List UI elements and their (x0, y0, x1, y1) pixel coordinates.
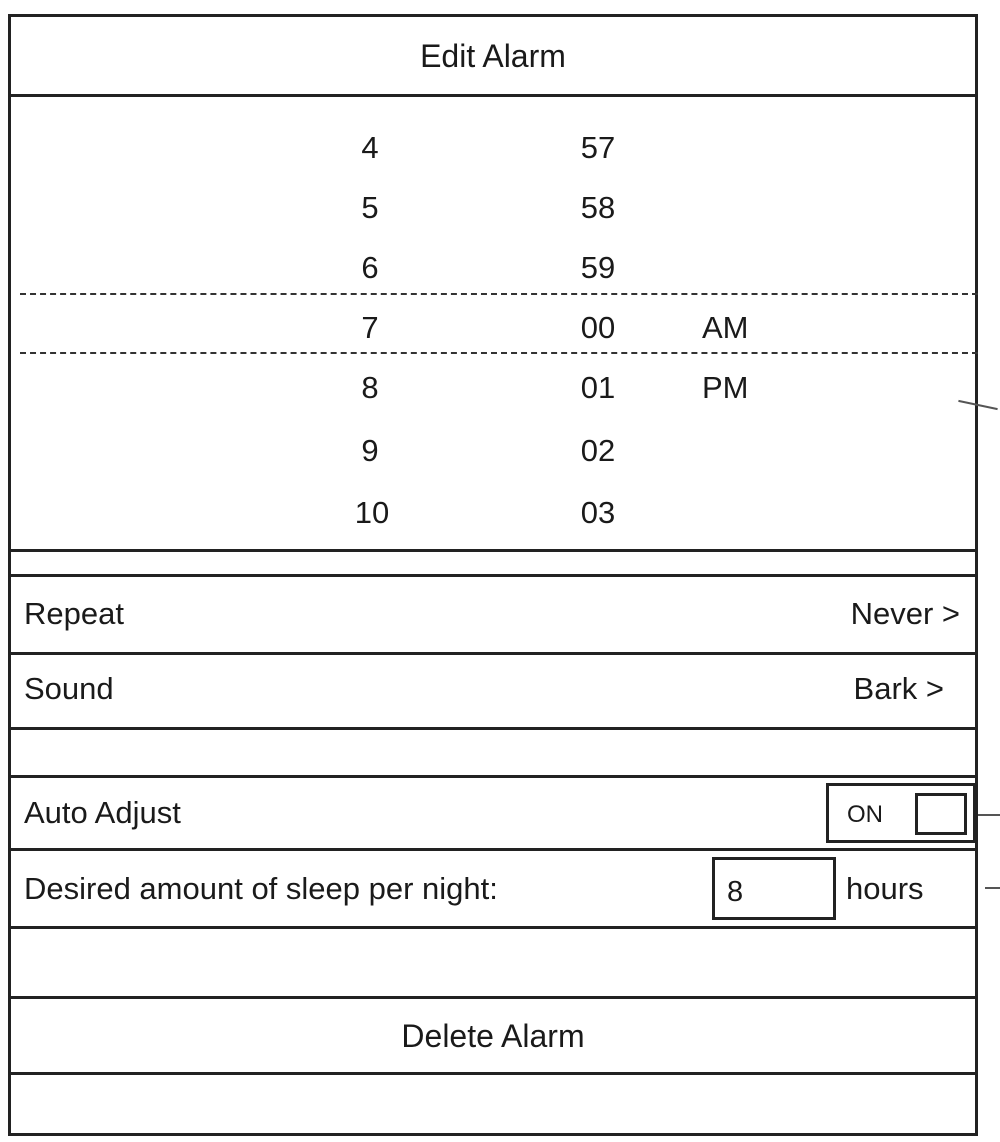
selection-indicator-top (20, 293, 978, 295)
toggle-state-label: ON (847, 801, 883, 828)
annotation-leader (978, 814, 1000, 816)
minute-option[interactable]: 02 (580, 433, 616, 468)
row-divider (8, 727, 978, 730)
hour-option[interactable]: 9 (361, 433, 379, 468)
row-divider (8, 1072, 978, 1075)
hour-option[interactable]: 6 (361, 250, 379, 285)
group-divider (8, 996, 978, 999)
minute-option[interactable]: 57 (580, 130, 616, 165)
hour-option[interactable]: 8 (361, 370, 379, 405)
hour-option[interactable]: 4 (361, 130, 379, 165)
minute-option-selected[interactable]: 00 (580, 310, 616, 345)
row-divider (8, 848, 978, 851)
page-title: Edit Alarm (420, 38, 566, 74)
sound-value[interactable]: Bark > (853, 671, 944, 706)
header-divider (8, 94, 978, 97)
row-divider (8, 926, 978, 929)
group-divider (8, 574, 978, 577)
minute-option[interactable]: 01 (580, 370, 616, 405)
minute-option[interactable]: 59 (580, 250, 616, 285)
repeat-value[interactable]: Never > (850, 596, 960, 631)
minute-option[interactable]: 03 (580, 495, 616, 530)
auto-adjust-toggle[interactable] (826, 783, 976, 843)
auto-adjust-label: Auto Adjust (24, 795, 181, 830)
picker-divider (8, 549, 978, 552)
toggle-knob[interactable] (915, 793, 967, 835)
selection-indicator-bottom (20, 352, 978, 354)
row-divider (8, 652, 978, 655)
annotation-leader (985, 887, 1000, 889)
minute-option[interactable]: 58 (580, 190, 616, 225)
delete-alarm-button[interactable]: Delete Alarm (401, 1018, 585, 1054)
group-divider (8, 775, 978, 778)
period-option-selected[interactable]: AM (702, 310, 749, 345)
sleep-label: Desired amount of sleep per night: (24, 871, 498, 906)
repeat-label: Repeat (24, 596, 124, 631)
hour-option[interactable]: 5 (361, 190, 379, 225)
sound-label: Sound (24, 671, 114, 706)
sleep-hours-input[interactable]: 8 (712, 857, 836, 920)
period-option[interactable]: PM (702, 370, 749, 405)
hour-option[interactable]: 10 (354, 495, 390, 530)
hour-option-selected[interactable]: 7 (361, 310, 379, 345)
sleep-unit: hours (846, 871, 924, 906)
